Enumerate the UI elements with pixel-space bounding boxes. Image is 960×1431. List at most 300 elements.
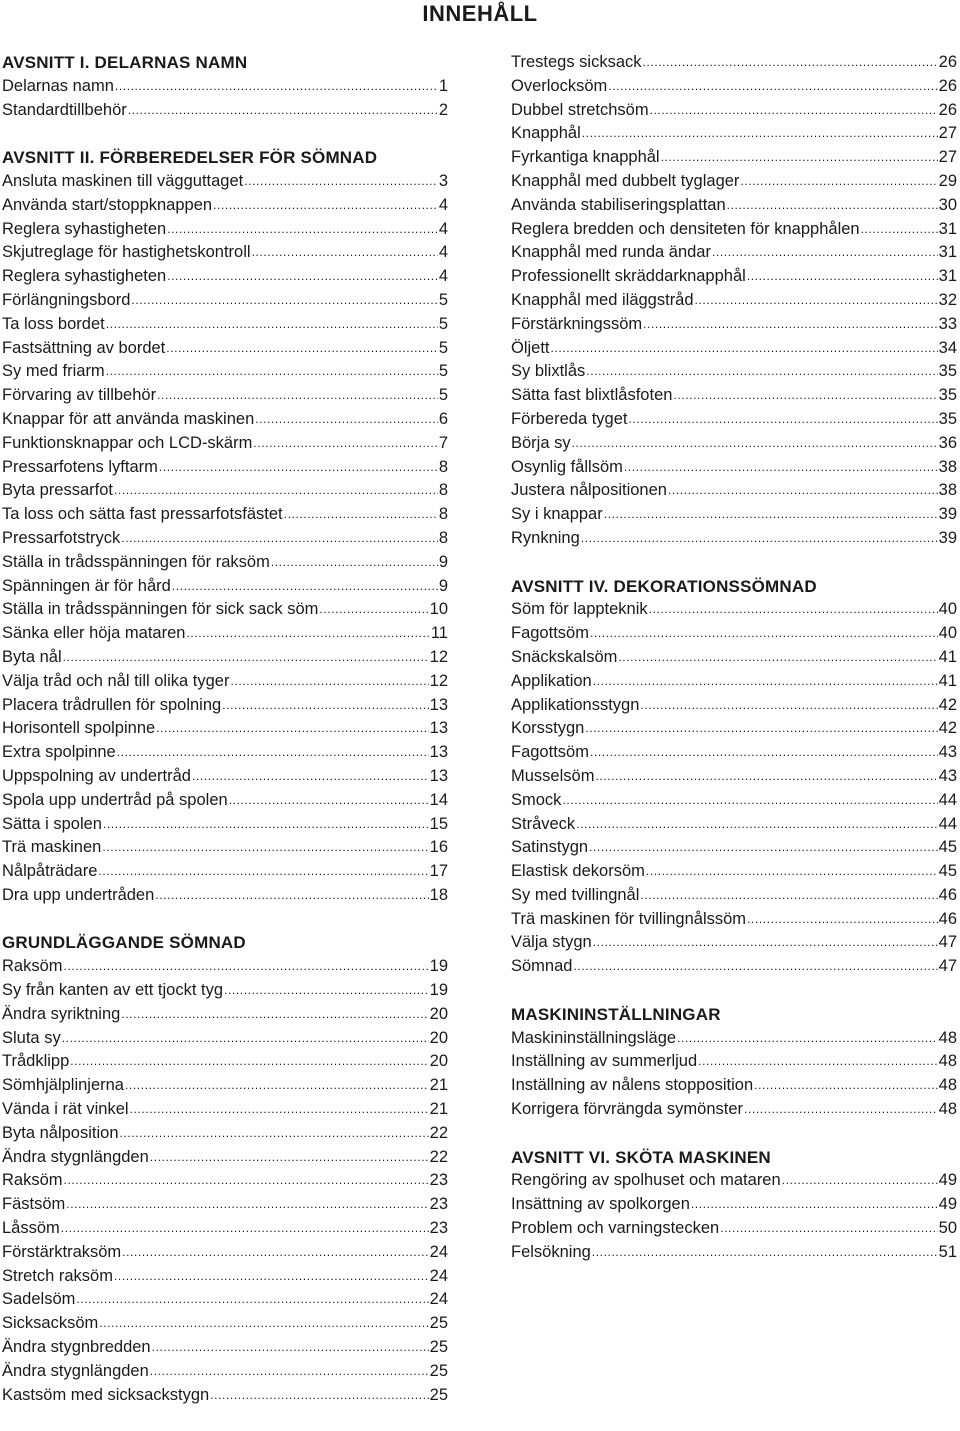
entry-title: Ställa in trådsspänningen för sick sack söm: [2, 600, 319, 619]
dot-leader: [114, 1265, 429, 1289]
entry-title: Sy från kanten av ett tjockt tyg: [2, 981, 224, 1000]
toc-entry: [511, 860, 957, 884]
dot-leader: [156, 717, 428, 741]
entry-title: Funktionsknappar och LCD-skärm: [2, 433, 253, 452]
dot-leader: [720, 1217, 937, 1241]
dot-leader: [166, 337, 438, 361]
section-heading: AVSNITT IV. DEKORATIONSSÖMNAD: [511, 576, 817, 596]
toc-entry: [511, 360, 957, 384]
dot-leader: [224, 979, 429, 1003]
dot-leader: [252, 241, 438, 265]
entry-title: Felsökning: [511, 1242, 591, 1261]
dot-leader: [61, 1217, 429, 1241]
entry-title: Inställning av nålens stopposition: [511, 1076, 754, 1095]
toc-entry: [2, 1288, 448, 1312]
entry-title: Välja tråd och nål till olika tyger: [2, 671, 230, 690]
dot-leader: [590, 741, 938, 765]
entry-title: Knapphål: [511, 124, 581, 143]
toc-entry: [511, 694, 957, 718]
dot-leader: [284, 503, 438, 527]
toc-entry: [511, 646, 957, 670]
dot-leader: [551, 337, 938, 361]
entry-title: Raksöm: [2, 1171, 63, 1190]
entry-page-number: 1: [438, 76, 448, 95]
dot-leader: [628, 408, 937, 432]
entry-title: Insättning av spolkorgen: [511, 1195, 690, 1214]
dot-leader: [640, 884, 937, 908]
entry-page-number: 27: [938, 124, 957, 143]
entry-page-number: 13: [429, 695, 448, 714]
toc-entry: [2, 432, 448, 456]
toc-entry: [2, 670, 448, 694]
entry-title: Byta nål: [2, 647, 62, 666]
toc-entry: [2, 884, 448, 908]
entry-title: Placera trådrullen för spolning: [2, 695, 222, 714]
dot-leader: [64, 955, 429, 979]
toc-entry: [511, 908, 957, 932]
toc-entry: [2, 765, 448, 789]
dot-leader: [64, 1169, 429, 1193]
entry-page-number: 49: [938, 1171, 957, 1190]
entry-title: Smock: [511, 790, 562, 809]
toc-entry: [2, 75, 448, 99]
entry-title: Problem och varningstecken: [511, 1219, 720, 1238]
entry-title: Kastsöm med sicksackstygn: [2, 1385, 210, 1404]
dot-leader: [271, 551, 438, 575]
toc-section-avsnitt-i-delarnas-namn: [2, 51, 448, 122]
dot-leader: [593, 670, 938, 694]
toc-entry: [2, 1193, 448, 1217]
entry-page-number: 7: [438, 433, 448, 452]
dot-leader: [646, 860, 938, 884]
toc-entry: [2, 1265, 448, 1289]
entry-page-number: 4: [438, 267, 448, 286]
entry-title: Ändra stygnlängden: [2, 1361, 149, 1380]
entry-title: Trestegs sicksack: [511, 53, 642, 71]
toc-right-column: [511, 51, 957, 1288]
toc-entry: [2, 646, 448, 670]
dot-leader: [861, 218, 938, 242]
toc-entry: [2, 1074, 448, 1098]
dot-leader: [167, 265, 438, 289]
toc-entry: [511, 503, 957, 527]
toc-entry: [2, 955, 448, 979]
entry-page-number: 12: [429, 647, 448, 666]
entry-title: Stretch raksöm: [2, 1266, 113, 1285]
entry-title: Dubbel stretchsöm: [511, 100, 649, 119]
dot-leader: [581, 527, 938, 551]
entry-page-number: 12: [429, 671, 448, 690]
toc-entry: [2, 479, 448, 503]
toc-entry: [2, 1217, 448, 1241]
entry-page-number: 24: [429, 1266, 448, 1285]
dot-leader: [131, 289, 437, 313]
entry-page-number: 39: [938, 528, 957, 547]
entry-title: Ta loss bordet: [2, 314, 105, 333]
toc-entry: [511, 1217, 957, 1241]
page-title: INNEHÅLL: [422, 1, 538, 26]
entry-title: Byta pressarfot: [2, 481, 113, 500]
dot-leader: [121, 527, 438, 551]
toc-entry: [511, 1098, 957, 1122]
entry-title: Vända i rät vinkel: [2, 1100, 129, 1119]
dot-leader: [121, 1003, 428, 1027]
dot-leader: [213, 194, 438, 218]
toc-entry: [2, 265, 448, 289]
toc-entry: [2, 1336, 448, 1360]
entry-title: Sluta sy: [2, 1028, 61, 1047]
entry-title: Fästsöm: [2, 1195, 66, 1214]
entry-page-number: 18: [429, 885, 448, 904]
entry-title: Professionellt skräddarknapphål: [511, 267, 746, 286]
dot-leader: [98, 860, 428, 884]
dot-leader: [593, 931, 938, 955]
toc-entry: [2, 313, 448, 337]
toc-entry: [511, 122, 957, 146]
toc-entry: [511, 1241, 957, 1265]
entry-title: Sänka eller höja mataren: [2, 624, 186, 643]
entry-page-number: 4: [438, 195, 448, 214]
toc-entry: [2, 860, 448, 884]
toc-entry: [2, 456, 448, 480]
entry-page-number: 31: [938, 219, 957, 238]
toc-left-column: [2, 51, 448, 1431]
entry-page-number: 8: [438, 457, 448, 476]
dot-leader: [155, 884, 428, 908]
toc-entry: [2, 194, 448, 218]
dot-leader: [668, 479, 938, 503]
entry-title: Stråveck: [511, 814, 576, 833]
entry-page-number: 51: [938, 1242, 957, 1261]
toc-entry: [2, 1169, 448, 1193]
entry-title: Trådklipp: [2, 1052, 70, 1071]
entry-title: Raksöm: [2, 957, 63, 976]
entry-title: Justera nålpositionen: [511, 481, 667, 500]
entry-page-number: 48: [938, 1028, 957, 1047]
toc-entry: [511, 1027, 957, 1051]
dot-leader: [618, 646, 937, 670]
entry-page-number: 38: [938, 457, 957, 476]
entry-title: Förlängningsbord: [2, 290, 131, 309]
dot-leader: [120, 1122, 429, 1146]
entry-page-number: 5: [438, 386, 448, 405]
dot-leader: [727, 194, 938, 218]
toc-entry: [511, 717, 957, 741]
dot-leader: [744, 1098, 938, 1122]
section-heading: MASKININSTÄLLNINGAR: [511, 1004, 721, 1024]
entry-title: Ansluta maskinen till vägguttaget: [2, 171, 244, 190]
entry-page-number: 45: [938, 862, 957, 881]
toc-entry: [2, 99, 448, 123]
entry-title: Inställning av summerljud: [511, 1052, 698, 1071]
toc-entry: [511, 51, 957, 75]
dot-leader: [150, 1360, 429, 1384]
toc-entry: [511, 1050, 957, 1074]
entry-page-number: 14: [429, 790, 448, 809]
dot-leader: [157, 384, 438, 408]
entry-title: Reglera bredden och densiteten för knapphålen: [511, 219, 860, 238]
entry-page-number: 44: [938, 790, 957, 809]
entry-page-number: 5: [438, 290, 448, 309]
dot-leader: [586, 360, 937, 384]
dot-leader: [122, 1241, 428, 1265]
dot-leader: [115, 75, 438, 99]
entry-page-number: 43: [938, 766, 957, 785]
toc-entry: [2, 1027, 448, 1051]
entry-page-number: 42: [938, 695, 957, 714]
entry-page-number: 19: [429, 981, 448, 1000]
entry-title: Standardtillbehör: [2, 100, 127, 119]
entry-title: Sy i knappar: [511, 505, 603, 524]
entry-page-number: 5: [438, 314, 448, 333]
toc-entry: [2, 575, 448, 599]
toc-entry: [511, 432, 957, 456]
toc-entry: [2, 813, 448, 837]
entry-page-number: 29: [938, 171, 957, 190]
dot-leader: [712, 241, 938, 265]
dot-leader: [673, 384, 937, 408]
entry-title: Fagottsöm: [511, 743, 589, 762]
entry-page-number: 15: [429, 814, 448, 833]
toc-section-avsnitt-iv-dekorationssomnad: [511, 575, 957, 980]
toc-section-avsnitt-ii-forberedelser-for-somnad: [2, 146, 448, 908]
entry-title: Nålpåträdare: [2, 862, 98, 881]
entry-title: Reglera syhastigheten: [2, 267, 167, 286]
entry-page-number: 36: [938, 433, 957, 452]
toc-entry: [2, 1241, 448, 1265]
toc-entry: [2, 360, 448, 384]
entry-page-number: 35: [938, 409, 957, 428]
entry-title: Rynkning: [511, 528, 580, 547]
toc-entry: [2, 289, 448, 313]
entry-page-number: 25: [429, 1385, 448, 1404]
toc-entry: [511, 99, 957, 123]
toc-entry: [2, 503, 448, 527]
entry-page-number: 22: [429, 1123, 448, 1142]
toc-entry: [2, 789, 448, 813]
entry-title: Sätta i spolen: [2, 814, 102, 833]
toc-entry: [511, 527, 957, 551]
entry-page-number: 41: [938, 671, 957, 690]
entry-title: Sy med tvillingnål: [511, 885, 640, 904]
entry-page-number: 5: [438, 362, 448, 381]
entry-page-number: 20: [429, 1052, 448, 1071]
toc-entry: [511, 931, 957, 955]
entry-title: Satinstygn: [511, 838, 589, 857]
dot-leader: [106, 313, 438, 337]
toc-entry: [2, 598, 448, 622]
entry-page-number: 46: [938, 885, 957, 904]
entry-title: Förbereda tyget: [511, 409, 628, 428]
dot-leader: [595, 765, 937, 789]
toc-entry: [511, 836, 957, 860]
section-heading: GRUNDLÄGGANDE SÖMNAD: [2, 933, 246, 953]
dot-leader: [229, 789, 429, 813]
entry-page-number: 35: [938, 386, 957, 405]
section-heading: AVSNITT II. FÖRBEREDELSER FÖR SÖMNAD: [2, 148, 378, 168]
dot-leader: [99, 1312, 428, 1336]
dot-leader: [70, 1050, 428, 1074]
dot-leader: [747, 265, 938, 289]
toc-entry: [2, 1312, 448, 1336]
dot-leader: [661, 146, 938, 170]
dot-leader: [747, 908, 938, 932]
dot-leader: [253, 432, 437, 456]
dot-leader: [319, 598, 428, 622]
entry-title: Ställa in trådsspänningen för raksöm: [2, 552, 270, 571]
entry-title: Pressarfotstryck: [2, 528, 121, 547]
entry-page-number: 50: [938, 1219, 957, 1238]
entry-page-number: 24: [429, 1242, 448, 1261]
entry-page-number: 26: [938, 76, 957, 95]
entry-title: Sömnad: [511, 957, 573, 976]
toc-entry: [2, 551, 448, 575]
entry-title: Sätta fast blixtlåsfoten: [511, 386, 673, 405]
dot-leader: [585, 717, 937, 741]
entry-title: Knappar för att använda maskinen: [2, 409, 255, 428]
toc-entry: [2, 694, 448, 718]
dot-leader: [230, 670, 428, 694]
dot-leader: [130, 1098, 429, 1122]
entry-page-number: 8: [438, 528, 448, 547]
entry-title: Delarnas namn: [2, 76, 114, 95]
entry-page-number: 40: [938, 624, 957, 643]
entry-title: Snäckskalsöm: [511, 647, 618, 666]
entry-page-number: 38: [938, 481, 957, 500]
dot-leader: [192, 765, 429, 789]
entry-page-number: 23: [429, 1219, 448, 1238]
entry-page-number: 44: [938, 814, 957, 833]
dot-leader: [255, 408, 438, 432]
entry-title: Byta nålposition: [2, 1123, 119, 1142]
dot-leader: [62, 1027, 429, 1051]
entry-title: Applikation: [511, 671, 592, 690]
entry-page-number: 47: [938, 933, 957, 952]
toc-entry: [511, 1193, 957, 1217]
dot-leader: [222, 694, 428, 718]
entry-title: Applikationsstygn: [511, 695, 640, 714]
dot-leader: [589, 836, 938, 860]
entry-page-number: 21: [429, 1100, 448, 1119]
entry-page-number: 25: [429, 1338, 448, 1357]
entry-page-number: 13: [429, 719, 448, 738]
dot-leader: [159, 456, 438, 480]
toc-entry: [2, 241, 448, 265]
toc-entry: [511, 384, 957, 408]
entry-page-number: 40: [938, 600, 957, 619]
dot-leader: [624, 456, 938, 480]
entry-title: Ändra stygnbredden: [2, 1338, 151, 1357]
dot-leader: [650, 99, 938, 123]
dot-leader: [573, 955, 937, 979]
entry-title: Reglera syhastigheten: [2, 219, 167, 238]
dot-leader: [114, 479, 438, 503]
toc-entry: [511, 337, 957, 361]
entry-page-number: 46: [938, 909, 957, 928]
entry-page-number: 48: [938, 1076, 957, 1095]
entry-page-number: 45: [938, 838, 957, 857]
entry-page-number: 8: [438, 505, 448, 524]
dot-leader: [643, 51, 938, 75]
entry-title: Korsstygn: [511, 719, 585, 738]
entry-title: Sömhjälplinjerna: [2, 1076, 124, 1095]
toc-section: [511, 51, 957, 551]
entry-title: Låssöm: [2, 1219, 60, 1238]
dot-leader: [244, 170, 438, 194]
entry-title: Ändra stygnlängden: [2, 1147, 149, 1166]
section-heading: AVSNITT I. DELARNAS NAMN: [2, 53, 248, 72]
toc-entry: [511, 408, 957, 432]
entry-title: Sicksacksöm: [2, 1314, 99, 1333]
entry-title: Ta loss och sätta fast pressarfotsfästet: [2, 505, 283, 524]
toc-entry: [511, 813, 957, 837]
entry-page-number: 10: [429, 600, 448, 619]
entry-title: Rengöring av spolhuset och mataren: [511, 1171, 781, 1190]
entry-page-number: 42: [938, 719, 957, 738]
entry-title: Sadelsöm: [2, 1290, 76, 1309]
dot-leader: [167, 218, 438, 242]
toc-entry: [511, 622, 957, 646]
entry-title: Trä maskinen: [2, 838, 102, 857]
entry-title: Maskininställningsläge: [511, 1028, 677, 1047]
entry-title: Dra upp undertråden: [2, 885, 155, 904]
toc-entry: [511, 170, 957, 194]
toc-entry: [511, 479, 957, 503]
dot-leader: [106, 360, 438, 384]
toc-entry: [2, 741, 448, 765]
entry-title: Overlocksöm: [511, 76, 608, 95]
dot-leader: [754, 1074, 937, 1098]
entry-page-number: 25: [429, 1314, 448, 1333]
dot-leader: [128, 99, 438, 123]
entry-page-number: 17: [429, 862, 448, 881]
dot-leader: [576, 813, 937, 837]
toc-entry: [511, 598, 957, 622]
entry-page-number: 2: [438, 100, 448, 119]
dot-leader: [740, 170, 937, 194]
entry-title: Knapphål med runda ändar: [511, 243, 711, 262]
toc-entry: [511, 241, 957, 265]
dot-leader: [649, 598, 938, 622]
entry-page-number: 48: [938, 1100, 957, 1119]
entry-page-number: 3: [438, 171, 448, 190]
dot-leader: [125, 1074, 429, 1098]
entry-page-number: 9: [438, 552, 448, 571]
dot-leader: [186, 622, 429, 646]
dot-leader: [582, 122, 938, 146]
entry-title: Välja stygn: [511, 933, 592, 952]
entry-page-number: 31: [938, 243, 957, 262]
toc-entry: [511, 75, 957, 99]
toc-entry: [511, 1074, 957, 1098]
entry-title: Fagottsöm: [511, 624, 589, 643]
dot-leader: [572, 432, 938, 456]
entry-title: Ändra syriktning: [2, 1004, 121, 1023]
dot-leader: [150, 1146, 429, 1170]
entry-page-number: 8: [438, 481, 448, 500]
entry-title: Öljett: [511, 338, 550, 357]
toc-entry: [2, 1098, 448, 1122]
entry-title: Sy med friarm: [2, 362, 105, 381]
entry-title: Använda stabiliseringsplattan: [511, 195, 726, 214]
section-heading: AVSNITT VI. SKÖTA MASKINEN: [511, 1147, 771, 1167]
entry-page-number: 27: [938, 148, 957, 167]
entry-page-number: 34: [938, 338, 957, 357]
toc-entry: [2, 337, 448, 361]
dot-leader: [677, 1027, 938, 1051]
entry-title: Spänningen är för hård: [2, 576, 171, 595]
dot-leader: [102, 836, 428, 860]
